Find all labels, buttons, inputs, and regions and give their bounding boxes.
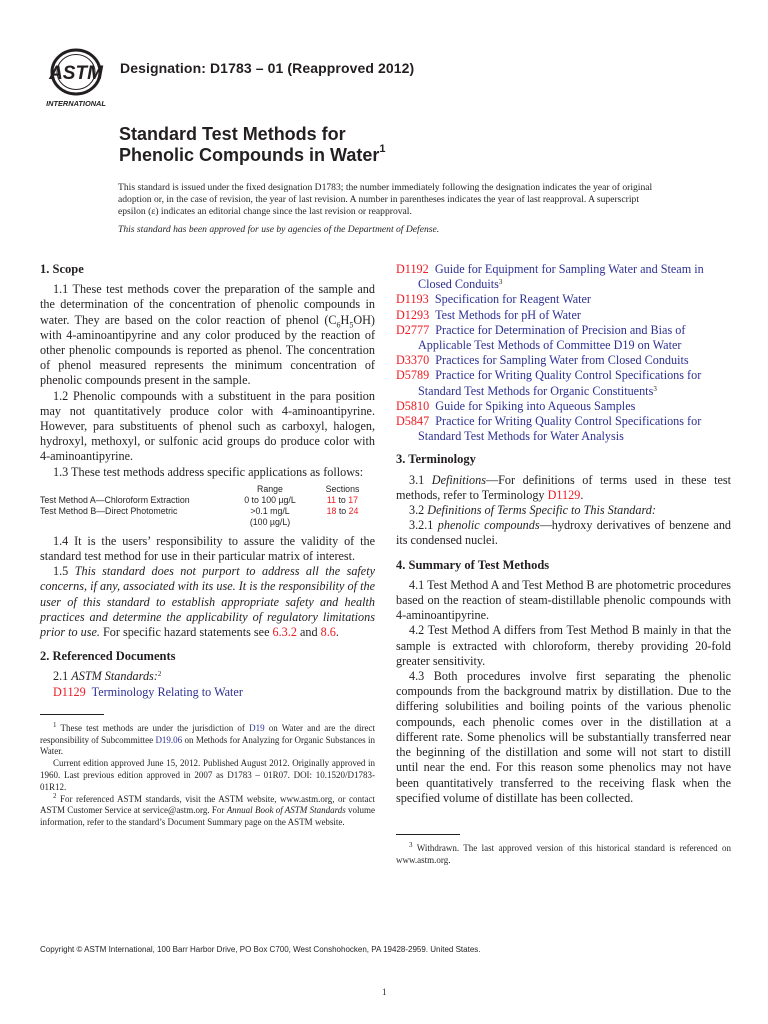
footnote-1: $^1$ These test methods are under the jurisdiction of D19 on Water and are the direct responsibility of Subcommittee D19.06 on Methods for Analyzing for Organic Substances in Water.	[40, 720, 375, 757]
reference-d1293[interactable]: D1293 Test Methods for pH of Water	[396, 307, 581, 322]
reference-d1193[interactable]: D1193 Specification for Reagent Water	[396, 292, 591, 307]
reference-d5810[interactable]: D5810 Guide for Spiking into Aqueous Samples	[396, 398, 636, 413]
section-link[interactable]: 8.6	[320, 625, 336, 640]
footnote-3: $^3$ Withdrawn. The last approved version of this historical standard is referenced on www.astm.org.	[396, 840, 731, 865]
reference-list	[396, 262, 731, 444]
footnote-divider	[40, 714, 104, 715]
table-header-sections: Sections	[325, 483, 360, 494]
table-row-b-label: Test Method B—Direct Photometric	[40, 505, 178, 516]
footnote-1-edition: Current edition approved June 15, 2012. Published August 2012. Originally approved in 1960. Last previous edition approved in 2007 as D1783 – 01R07. DOI: 10.1520/D1783-01R12.	[40, 758, 375, 792]
reference-link[interactable]: D1129	[547, 487, 581, 502]
issued-statement: This standard is issued under the fixed designation D1783; the number immediately following the designation indicates the year of original adoption or, in the case of revision, the year of last revision. A number in parentheses indicates the year of last reapproval. A superscript epsilon (ε) indicates an editorial change since the last revision or reapproval.	[118, 182, 653, 218]
reference-d3370[interactable]: D3370 Practices for Sampling Water from Closed Conduits	[396, 353, 689, 368]
section-link[interactable]: 17	[348, 494, 359, 505]
left-column	[40, 262, 375, 829]
right-column	[396, 262, 731, 867]
reference-d1192[interactable]: D1192 Guide for Equipment for Sampling Water and Steam in Closed Conduits$^3$	[396, 262, 704, 292]
table-row-a-sections: 11 to 17	[326, 494, 359, 505]
table-row-a-label: Test Method A—Chloroform Extraction	[40, 494, 190, 505]
table-row-b-range: >0.1 mg/L	[250, 505, 290, 516]
committee-link[interactable]: D19	[249, 722, 265, 733]
astm-logo	[40, 46, 112, 110]
section-4-heading: 4. Summary of Test Methods	[396, 557, 550, 572]
section-1-heading: 1. Scope	[40, 262, 84, 276]
defense-statement: This standard has been approved for use by agencies of the Department of Defense.	[118, 224, 440, 236]
section-link[interactable]: 18	[326, 505, 337, 516]
para-3-1: 3.1 Definitions—For definitions of terms used in these test methods, refer to Terminology D1129.	[396, 472, 732, 502]
section-2-heading: 2. Referenced Documents	[40, 649, 176, 664]
copyright-notice: Copyright © ASTM International, 100 Barr Harbor Drive, PO Box C700, West Conshohocken, PA 19428-2959. United States.	[40, 945, 481, 954]
reference-d5789[interactable]: D5789 Practice for Writing Quality Control Specifications for Standard Test Methods for Organic Constituents$^3$	[396, 368, 702, 398]
astm-logo-icon	[40, 46, 112, 110]
title-footnote-mark: 1	[379, 143, 386, 155]
para-4-3: 4.3 Both procedures involve first separating the phenolic compounds from the background matrix by distillation. Due to the differing solubilities and boiling points of the various phenolic compounds, each phenolic comes over in the distillation at a different rate. Some phenolics will be substantially transferred near the beginning of the distillation and some will not start to distill until near the end. For this reason some phenolics may not have been quantitatively transferred to the receiving flask when the specified volume of distillate has been collected.	[396, 669, 731, 805]
logo-subtext: INTERNATIONAL	[46, 99, 106, 108]
title-line-2: Phenolic Compounds in Water	[119, 145, 380, 165]
test-method-table	[40, 484, 375, 528]
reference-d5847[interactable]: D5847 Practice for Writing Quality Control Specifications for Standard Test Methods for Water Analysis	[396, 414, 702, 444]
footnotes-right	[396, 840, 731, 867]
logo-text: ASTM	[49, 63, 103, 84]
designation: Designation: D1783 – 01 (Reapproved 2012)	[120, 60, 415, 76]
para-1-3: 1.3 These test methods address specific applications as follows:	[53, 464, 364, 479]
section-3-heading: 3. Terminology	[396, 452, 476, 467]
table-row-a-range: 0 to 100 µg/L	[244, 494, 296, 505]
section-link[interactable]: 24	[348, 505, 359, 516]
page-number: 1	[382, 987, 387, 997]
reference-d1129[interactable]: D1129 Terminology Relating to Water	[53, 684, 243, 699]
footnote-2: $^2$ For referenced ASTM standards, visit the ASTM website, www.astm.org, or contact ASTM Customer Service at service@astm.org. For Annual Book of ASTM Standards volume information, refer to the standard’s Document Summary page on the ASTM website.	[40, 791, 376, 828]
para-3-2-1: 3.2.1 phenolic compounds—hydroxy derivatives of benzene and its condensed nuclei.	[396, 518, 732, 548]
para-2-1: 2.1 ASTM Standards:$^2$	[53, 669, 162, 684]
document-title	[119, 124, 385, 166]
footnotes-left	[40, 720, 376, 829]
table-row-b-range-alt: (100 µg/L)	[249, 516, 291, 527]
para-4-2: 4.2 Test Method A differs from Test Method B mainly in that the sample is extracted with chloroform, thereby providing 20-fold greater sensitivity.	[396, 623, 731, 668]
section-link[interactable]: 6.3.2	[272, 625, 297, 640]
reference-d2777[interactable]: D2777 Practice for Determination of Precision and Bias of Applicable Test Methods of Committee D19 on Water	[396, 322, 686, 353]
table-header-range: Range	[257, 483, 283, 494]
para-3-2: 3.2 Definitions of Terms Specific to This Standard:	[409, 503, 656, 518]
intro-notice	[118, 182, 654, 236]
section-link[interactable]: 11	[326, 494, 337, 505]
para-4-1: 4.1 Test Method A and Test Method B are photometric procedures based on the reaction of steam-distillable phenolic compounds with 4-aminoantipyrine.	[396, 577, 731, 623]
table-row-b-sections: 18 to 24	[326, 505, 359, 516]
para-1-2: 1.2 Phenolic compounds with a substituent in the para position may not quantitatively produce color with 4-aminoantipyrine. However, para substituents of phenol such as carboxyl, halogen, hydroxyl, methoxyl, or sulfonic acid groups do produce color with 4-aminoantipyrine.	[40, 388, 375, 464]
title-line-1: Standard Test Methods for	[119, 124, 346, 144]
subcommittee-link[interactable]: D19.06	[155, 734, 183, 745]
para-1-1: 1.1 These test methods cover the preparation of the sample and the determination of the concentration of phenolic compounds in water. They are based on the color reaction of phenol $(C_6H_5OH)$ with 4-aminoantipyrine and any color produced by the reaction of other phenolic compounds is reported as phenol. The concentration of phenol measured represents the minimum concentration of phenolic compounds present in the sample.	[40, 282, 375, 388]
para-1-5: 1.5 This standard does not purport to address all the safety concerns, if any, associated with its use. It is the responsibility of the user of this standard to establish appropriate safety and health practices and determine the applicability of regulatory limitations prior to use. For specific hazard statements see 6.3.2 and 8.6.	[40, 564, 376, 640]
footnote-divider	[396, 834, 460, 835]
para-1-4: 1.4 It is the users’ responsibility to assure the validity of the standard test method for use in their particular matrix of interest.	[40, 533, 375, 564]
